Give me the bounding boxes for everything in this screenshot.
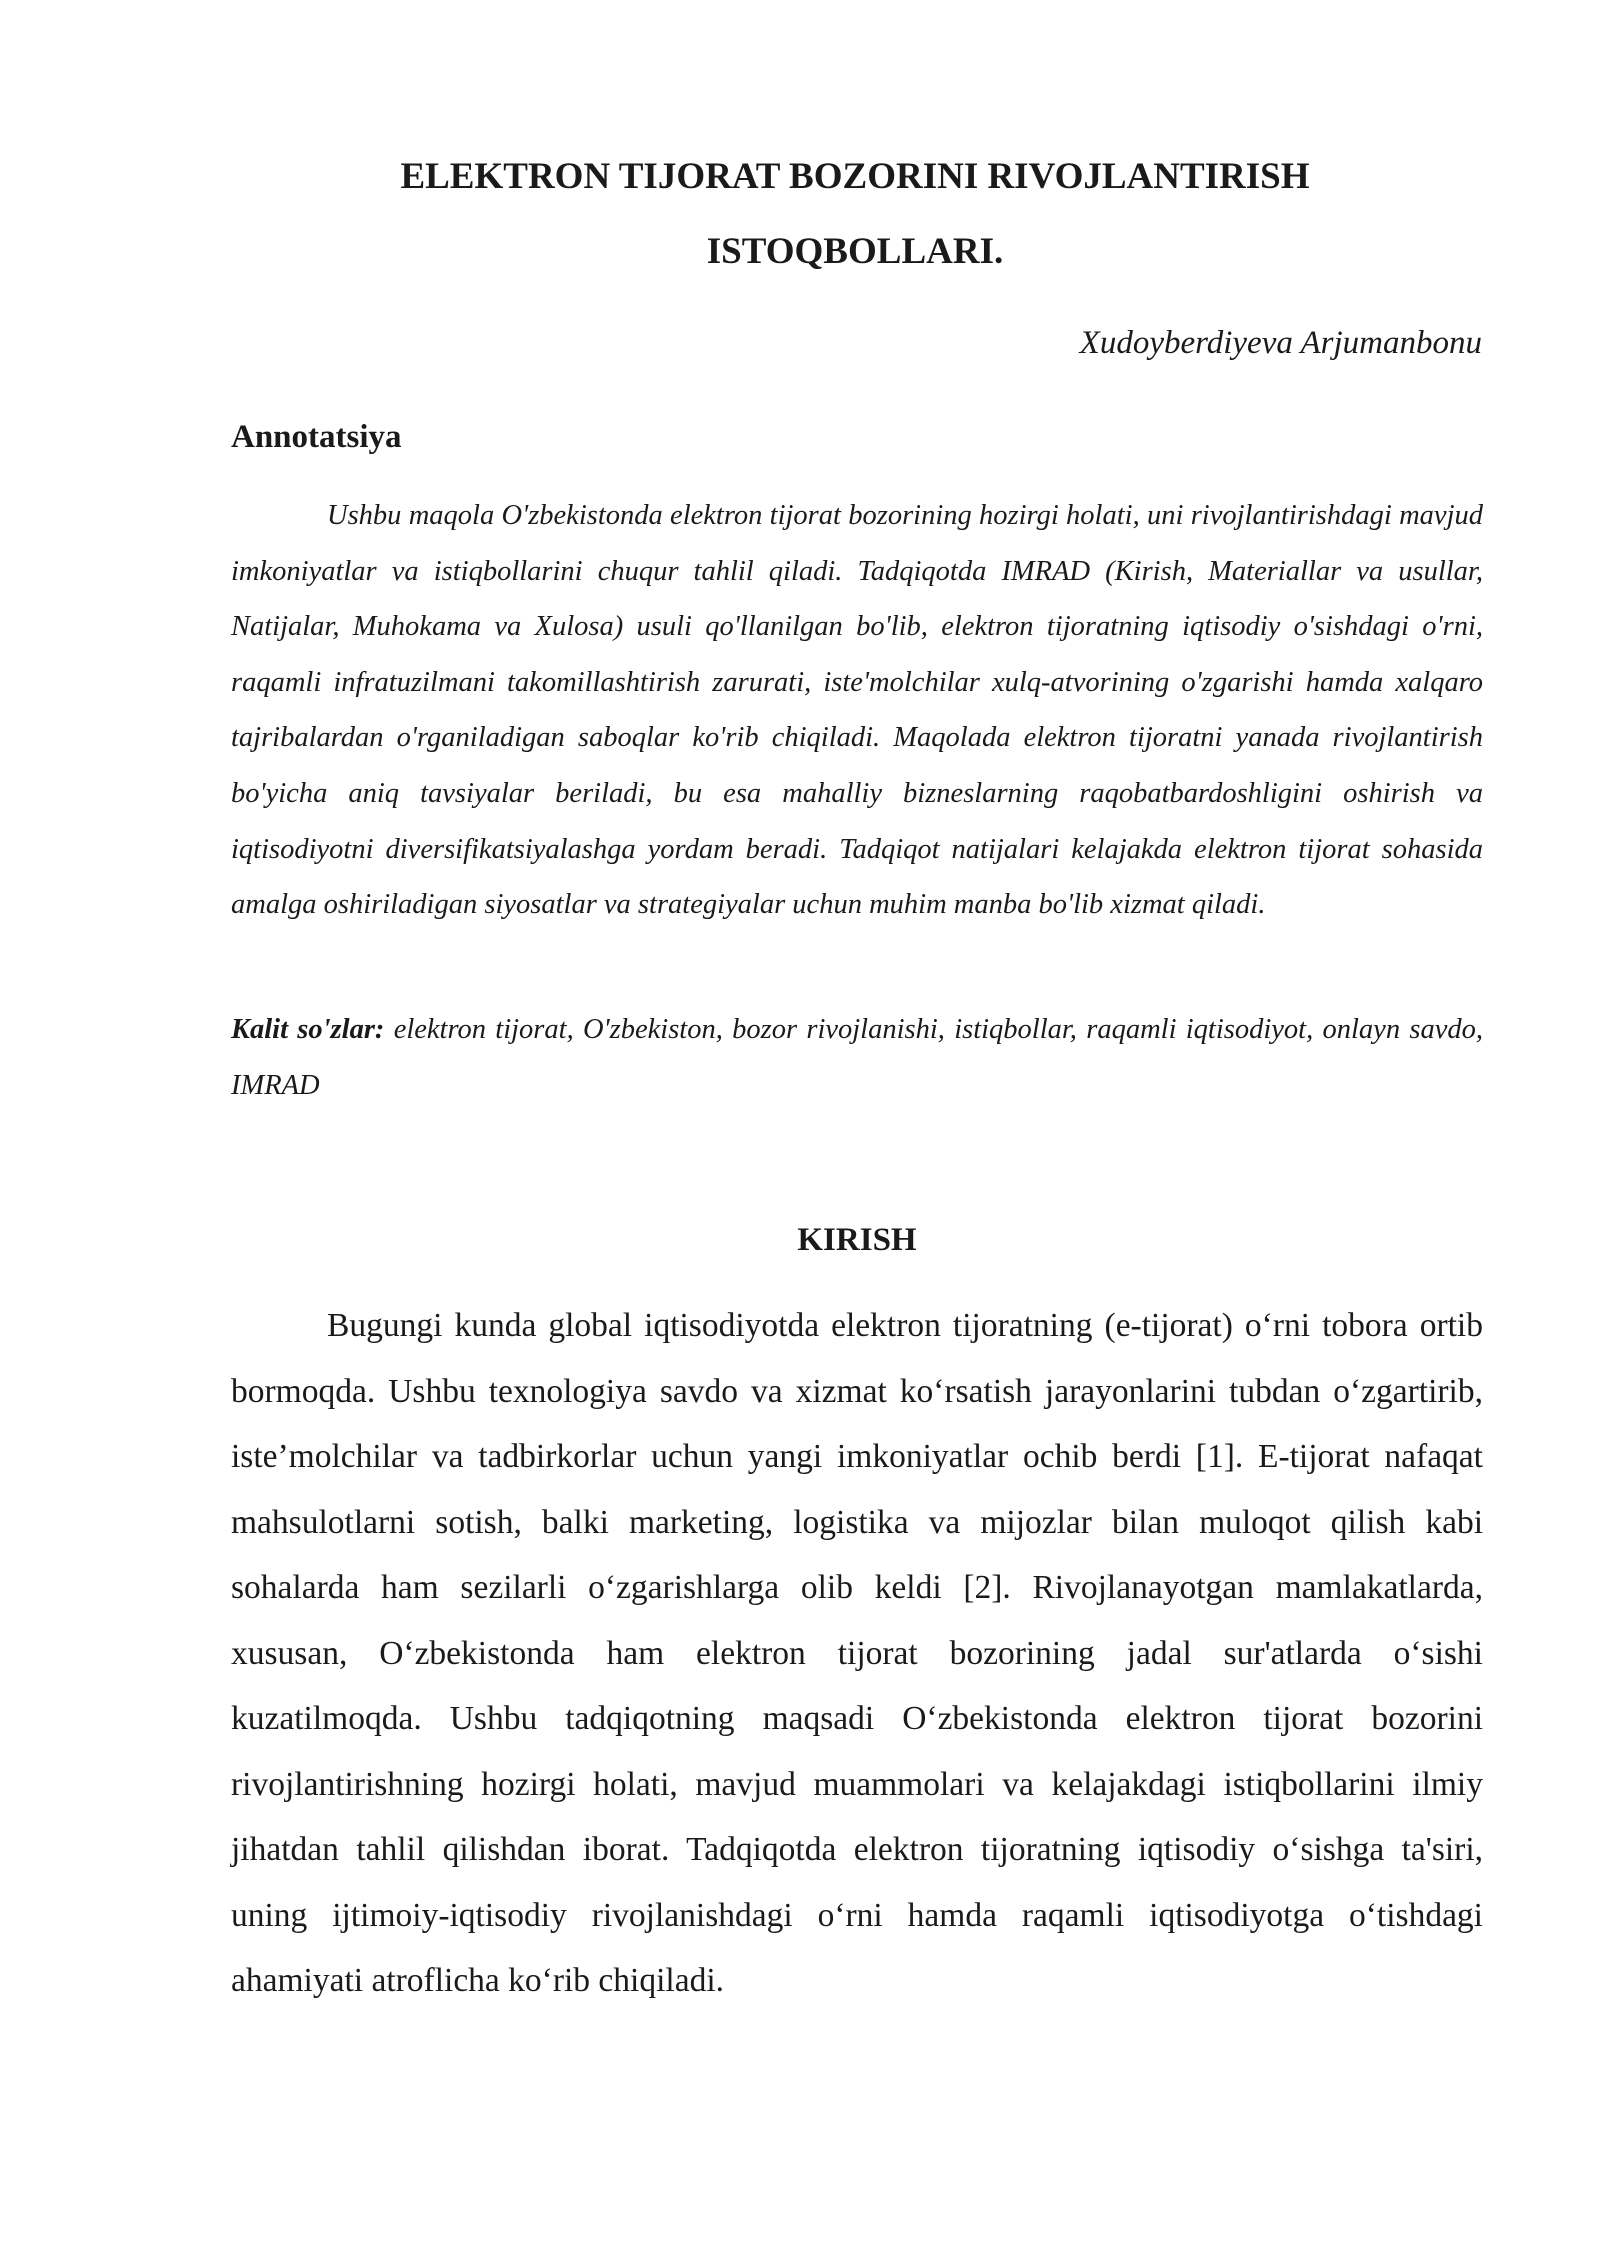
intro-paragraph: Bugungi kunda global iqtisodiyotda elektron tijoratning (e-tijorat) o‘rni tobora ortib bormoqda. Ushbu texnologiya savdo va xizmat ko‘rsatish jarayonlarini tubdan o‘zgartirib, iste’molchilar va tadbirkorlar uchun yangi imkoniyatlar ochib berdi [1]. E-tijorat nafaqat mahsulotlarni sotish, balki marketing, logistika va mijozlar bilan muloqot qilish kabi sohalarda ham sezilarli o‘zgarishlarga olib keldi [2]. Rivojlanayotgan mamlakatlarda, xususan, O‘zbekistonda ham elektron tijorat bozorining jadal sur'atlarda o‘sishi kuzatilmoqda. Ushbu tadqiqotning maqsadi O‘zbekistonda elektron tijorat bozorini rivojlantirishning hozirgi holati, mavjud muammolari va kelajakdagi istiqbollarini ilmiy jihatdan tahlil qilishdan iborat. Tadqiqotda elektron tijoratning iqtisodiy o‘sishga ta'siri, uning ijtimoiy-iqtisodiy rivojlanishdagi o‘rni hamda raqamli iqtisodiyotga o‘tishdagi ahamiyati atroflicha ko‘rib chiqiladi.: [231, 1307, 1483, 1999]
abstract-paragraph: Ushbu maqola O'zbekistonda elektron tijorat bozorining hozirgi holati, uni rivojlantirishdagi mavjud imkoniyatlar va istiqbollarini chuqur tahlil qiladi. Tadqiqotda IMRAD (Kirish, Materiallar va usullar, Natijalar, Muhokama va Xulosa) usuli qo'llanilgan bo'lib, elektron tijoratning iqtisodiy o'sishdagi o'rni, raqamli infratuzilmani takomillashtirish zarurati, iste'molchilar xulq-atvorining o'zgarishi hamda xalqaro tajribalardan o'rganiladigan saboqlar ko'rib chiqiladi. Maqolada elektron tijoratni yanada rivojlantirish bo'yicha aniq tavsiyalar beriladi, bu esa mahalliy bizneslarning raqobatbardoshligini oshirish va iqtisodiyotni diversifikatsiyalashga yordam beradi. Tadqiqot natijalari kelajakda elektron tijorat sohasida amalga oshiriladigan siyosatlar va strategiyalar uchun muhim manba bo'lib xizmat qiladi.: [231, 500, 1483, 921]
article-title-line-1: ELEKTRON TIJORAT BOZORINI RIVOJLANTIRISH: [400, 156, 1310, 197]
keywords-label: Kalit so'zlar:: [231, 1014, 385, 1045]
intro-heading: KIRISH: [797, 1222, 917, 1258]
keywords-paragraph: [231, 1002, 1483, 1113]
abstract-heading: Annotatsiya: [231, 419, 402, 455]
author-name: Xudoyberdiyeva Arjumanbonu: [1079, 325, 1482, 361]
keywords-list: elektron tijorat, O'zbekiston, bozor rivojlanishi, istiqbollar, raqamli iqtisodiyot, onlayn savdo, IMRAD: [231, 1014, 1483, 1101]
article-title-line-2: ISTOQBOLLARI.: [706, 231, 1004, 272]
